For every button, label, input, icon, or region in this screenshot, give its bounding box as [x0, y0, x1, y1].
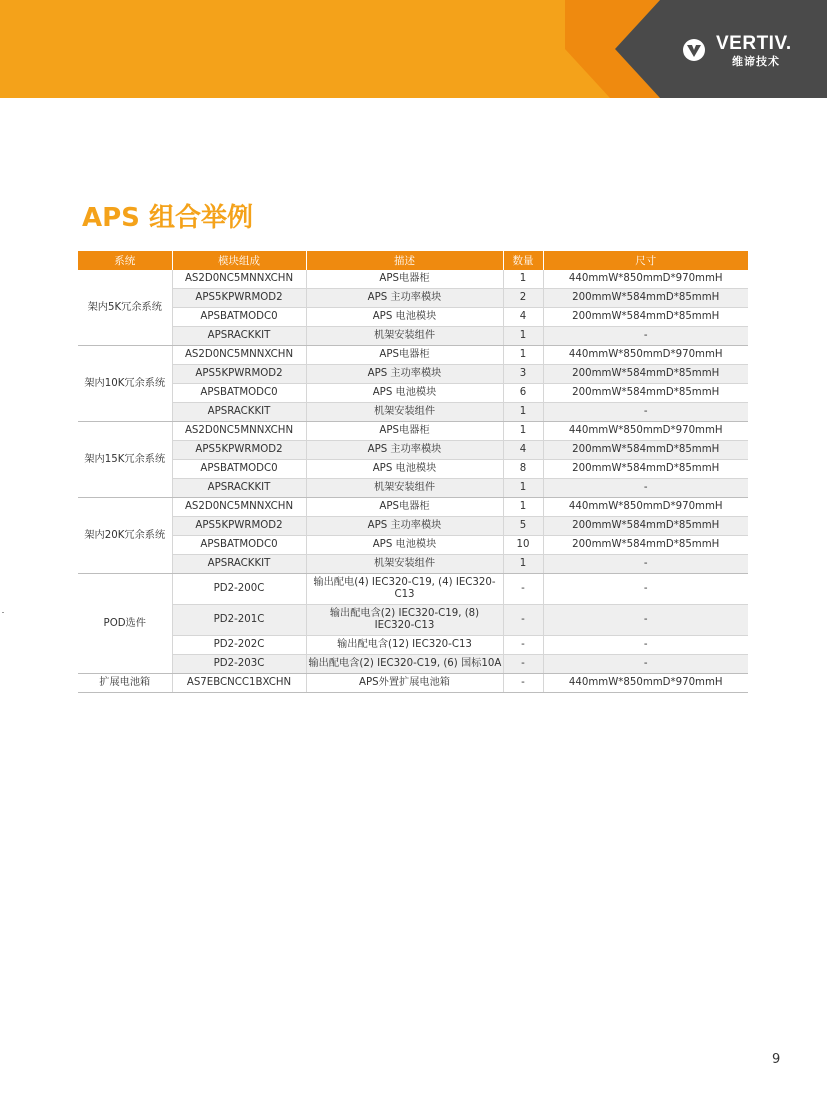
quantity-cell: - [503, 655, 543, 674]
system-cell: 架内20K冗余系统 [78, 498, 172, 574]
table-row [78, 517, 748, 536]
aps-combination-table [78, 251, 748, 693]
module-cell: APSRACKKIT [172, 403, 306, 422]
module-cell: AS2D0NC5MNNXCHN [172, 498, 306, 517]
quantity-cell: 1 [503, 422, 543, 441]
size-cell: 200mmW*584mmD*85mmH [543, 365, 748, 384]
table-row [78, 422, 748, 441]
description-cell: 输出配电含(2) IEC320-C19, (6) 国标10A [306, 655, 503, 674]
quantity-cell: 2 [503, 289, 543, 308]
system-cell: 扩展电池箱 [78, 674, 172, 693]
system-cell: POD选件 [78, 574, 172, 674]
system-cell: 架内10K冗余系统 [78, 346, 172, 422]
table-row [78, 365, 748, 384]
description-cell: 输出配电(4) IEC320-C19, (4) IEC320-C13 [306, 574, 503, 605]
module-cell: APSBATMODC0 [172, 536, 306, 555]
module-cell: AS2D0NC5MNNXCHN [172, 270, 306, 289]
size-cell: 200mmW*584mmD*85mmH [543, 289, 748, 308]
system-cell: 架内15K冗余系统 [78, 422, 172, 498]
module-cell: PD2-201C [172, 605, 306, 636]
description-cell: APS 主功率模块 [306, 365, 503, 384]
quantity-cell: 4 [503, 308, 543, 327]
table-row [78, 308, 748, 327]
module-cell: APSRACKKIT [172, 555, 306, 574]
size-cell: 440mmW*850mmD*970mmH [543, 498, 748, 517]
module-cell: APS5KPWRMOD2 [172, 517, 306, 536]
description-cell: APS 电池模块 [306, 536, 503, 555]
table-row [78, 479, 748, 498]
description-cell: 机架安装组件 [306, 479, 503, 498]
vertiv-logo-icon [682, 38, 706, 62]
header-quantity: 数量 [503, 251, 543, 270]
module-cell: APS5KPWRMOD2 [172, 441, 306, 460]
quantity-cell: - [503, 574, 543, 605]
size-cell: - [543, 655, 748, 674]
table-row [78, 605, 748, 636]
description-cell: APS 主功率模块 [306, 517, 503, 536]
size-cell: 440mmW*850mmD*970mmH [543, 674, 748, 693]
description-cell: 机架安装组件 [306, 327, 503, 346]
description-cell: 输出配电含(2) IEC320-C19, (8) IEC320-C13 [306, 605, 503, 636]
vertiv-logo [682, 34, 802, 74]
logo-wordmark: VERTIV. [716, 33, 792, 54]
quantity-cell: - [503, 636, 543, 655]
size-cell: - [543, 327, 748, 346]
module-cell: APSBATMODC0 [172, 460, 306, 479]
module-cell: APSRACKKIT [172, 327, 306, 346]
size-cell: 200mmW*584mmD*85mmH [543, 460, 748, 479]
table-header-row [78, 251, 748, 270]
page-number: 9 [772, 1052, 781, 1067]
size-cell: 200mmW*584mmD*85mmH [543, 308, 748, 327]
description-cell: APS 电池模块 [306, 460, 503, 479]
header-description: 描述 [306, 251, 503, 270]
size-cell: - [543, 574, 748, 605]
quantity-cell: 1 [503, 479, 543, 498]
table-row [78, 655, 748, 674]
table-row [78, 574, 748, 605]
size-cell: - [543, 636, 748, 655]
logo-subtitle: 维谛技术 [732, 55, 780, 68]
quantity-cell: 4 [503, 441, 543, 460]
size-cell: - [543, 479, 748, 498]
size-cell: 200mmW*584mmD*85mmH [543, 517, 748, 536]
size-cell: - [543, 403, 748, 422]
quantity-cell: 6 [503, 384, 543, 403]
quantity-cell: 5 [503, 517, 543, 536]
description-cell: 机架安装组件 [306, 403, 503, 422]
module-cell: PD2-202C [172, 636, 306, 655]
table-row [78, 555, 748, 574]
description-cell: APS电器柜 [306, 422, 503, 441]
quantity-cell: 1 [503, 270, 543, 289]
table-row [78, 674, 748, 693]
description-cell: APS电器柜 [306, 270, 503, 289]
description-cell: 输出配电含(12) IEC320-C13 [306, 636, 503, 655]
table-row [78, 460, 748, 479]
quantity-cell: 1 [503, 555, 543, 574]
page-title: APS 组合举例 [82, 203, 253, 233]
module-cell: PD2-200C [172, 574, 306, 605]
header-band [0, 0, 827, 98]
table-row [78, 498, 748, 517]
table-row [78, 289, 748, 308]
header-module: 模块组成 [172, 251, 306, 270]
module-cell: PD2-203C [172, 655, 306, 674]
quantity-cell: 1 [503, 403, 543, 422]
size-cell: 440mmW*850mmD*970mmH [543, 346, 748, 365]
header-size: 尺寸 [543, 251, 748, 270]
description-cell: APS 电池模块 [306, 384, 503, 403]
description-cell: APS 主功率模块 [306, 441, 503, 460]
quantity-cell: - [503, 605, 543, 636]
module-cell: AS7EBCNCC1BXCHN [172, 674, 306, 693]
quantity-cell: 1 [503, 498, 543, 517]
quantity-cell: 3 [503, 365, 543, 384]
quantity-cell: 1 [503, 346, 543, 365]
quantity-cell: 1 [503, 327, 543, 346]
size-cell: 200mmW*584mmD*85mmH [543, 441, 748, 460]
size-cell: 200mmW*584mmD*85mmH [543, 384, 748, 403]
description-cell: APS电器柜 [306, 346, 503, 365]
size-cell: 440mmW*850mmD*970mmH [543, 270, 748, 289]
description-cell: APS 电池模块 [306, 308, 503, 327]
description-cell: 机架安装组件 [306, 555, 503, 574]
module-cell: APSRACKKIT [172, 479, 306, 498]
size-cell: - [543, 555, 748, 574]
table-row [78, 441, 748, 460]
module-cell: AS2D0NC5MNNXCHN [172, 346, 306, 365]
description-cell: APS外置扩展电池箱 [306, 674, 503, 693]
table-row [78, 536, 748, 555]
size-cell: 200mmW*584mmD*85mmH [543, 536, 748, 555]
module-cell: AS2D0NC5MNNXCHN [172, 422, 306, 441]
table-row [78, 403, 748, 422]
quantity-cell: - [503, 674, 543, 693]
header-system: 系统 [78, 251, 172, 270]
quantity-cell: 8 [503, 460, 543, 479]
table-row [78, 346, 748, 365]
description-cell: APS电器柜 [306, 498, 503, 517]
table-row [78, 384, 748, 403]
margin-mark [2, 612, 4, 613]
module-cell: APS5KPWRMOD2 [172, 365, 306, 384]
description-cell: APS 主功率模块 [306, 289, 503, 308]
table-row [78, 636, 748, 655]
table-row [78, 327, 748, 346]
module-cell: APSBATMODC0 [172, 308, 306, 327]
module-cell: APS5KPWRMOD2 [172, 289, 306, 308]
table-row [78, 270, 748, 289]
quantity-cell: 10 [503, 536, 543, 555]
size-cell: - [543, 605, 748, 636]
system-cell: 架内5K冗余系统 [78, 270, 172, 346]
size-cell: 440mmW*850mmD*970mmH [543, 422, 748, 441]
module-cell: APSBATMODC0 [172, 384, 306, 403]
